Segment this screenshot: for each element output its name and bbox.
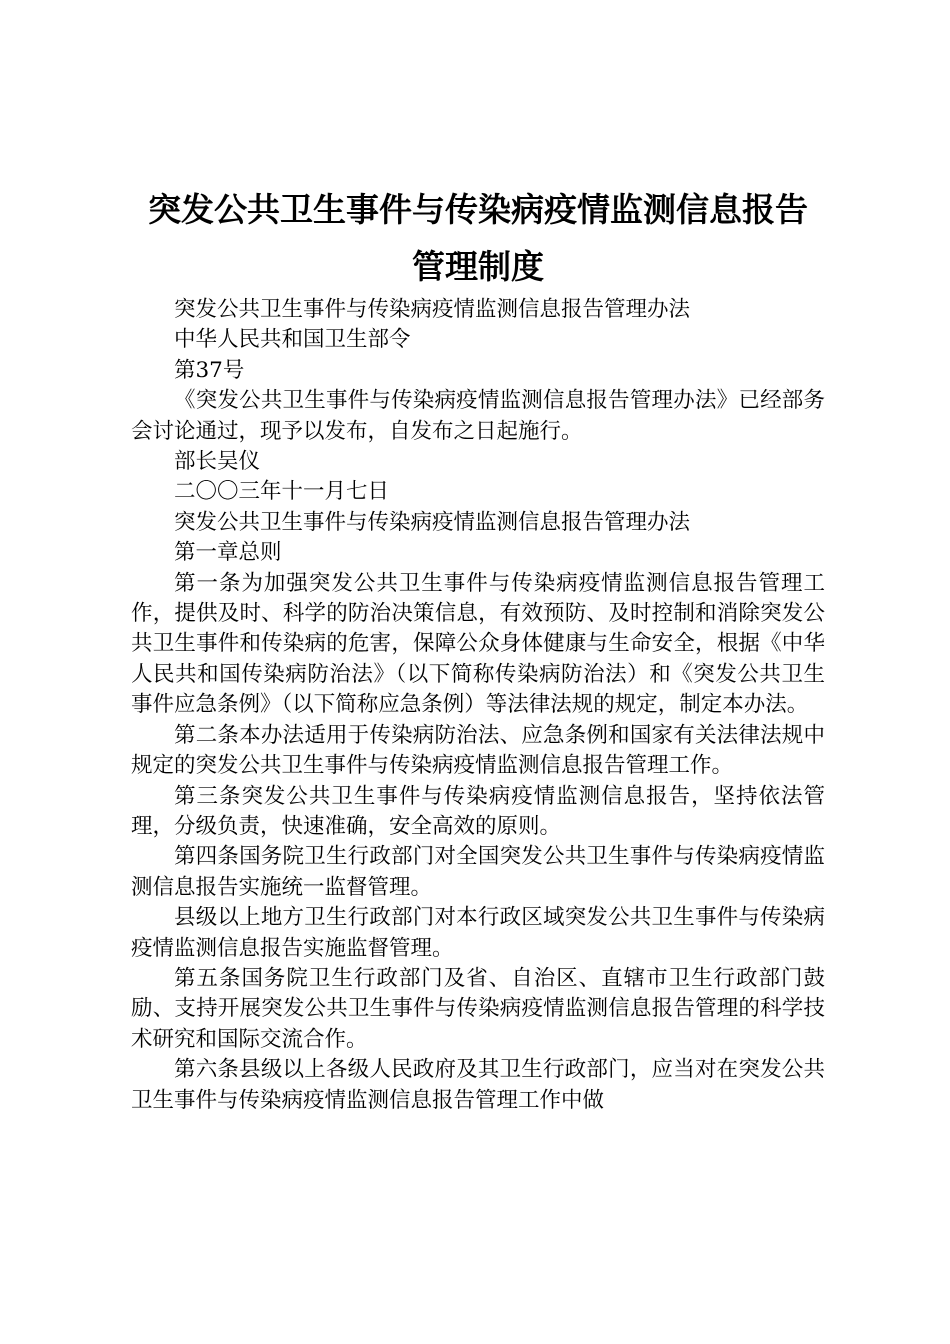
body-paragraph: 县级以上地方卫生行政部门对本行政区域突发公共卫生事件与传染病疫情监测信息报告实施监督管理。 xyxy=(131,905,825,961)
body-paragraph: 第四条国务院卫生行政部门对全国突发公共卫生事件与传染病疫情监测信息报告实施统一监督管理。 xyxy=(131,844,825,900)
body-paragraph: 第一章总则 xyxy=(174,540,282,566)
body-paragraph: 第二条本办法适用于传染病防治法、应急条例和国家有关法律法规中规定的突发公共卫生事件与传染病疫情监测信息报告管理工作。 xyxy=(131,722,825,779)
body-paragraph: 第一条为加强突发公共卫生事件与传染病疫情监测信息报告管理工作，提供及时、科学的防治决策信息，有效预防、及时控制和消除突发公共卫生事件和传染病的危害，保障公众身体健康与生命安全，根据《中华人民共和国传染病防治法》（以下简称传染病防治法）和《突发公共卫生事件应急条例》（以下简称应急条例）等法律法规的规定，制定本办法。 xyxy=(131,570,825,718)
body-paragraph: 突发公共卫生事件与传染病疫情监测信息报告管理办法 xyxy=(174,297,691,322)
body-paragraph: 部长吴仪 xyxy=(174,449,261,475)
document-title-line-1: 突发公共卫生事件与传染病疫情监测信息报告 xyxy=(148,190,808,229)
body-paragraph: 中华人民共和国卫生部令 xyxy=(174,327,411,353)
body-paragraph: 《突发公共卫生事件与传染病疫情监测信息报告管理办法》已经部务会讨论通过，现予以发布，自发布之日起施行。 xyxy=(131,388,825,444)
body-paragraph: 第37号 xyxy=(174,357,245,383)
body-paragraph: 第五条国务院卫生行政部门及省、自治区、直辖市卫生行政部门鼓励、支持开展突发公共卫生事件与传染病疫情监测信息报告管理的科学技术研究和国际交流合作。 xyxy=(131,965,825,1052)
body-paragraph: 二〇〇三年十一月七日 xyxy=(174,479,390,505)
body-paragraph: 第三条突发公共卫生事件与传染病疫情监测信息报告，坚持依法管理，分级负责，快速准确，安全高效的原则。 xyxy=(131,783,825,839)
body-paragraph: 突发公共卫生事件与传染病疫情监测信息报告管理办法 xyxy=(174,509,691,535)
document-title-line-2: 管理制度 xyxy=(412,247,544,286)
body-paragraph: 第六条县级以上各级人民政府及其卫生行政部门，应当对在突发公共卫生事件与传染病疫情监测信息报告管理工作中做 xyxy=(131,1057,825,1113)
document-body xyxy=(131,295,825,1116)
